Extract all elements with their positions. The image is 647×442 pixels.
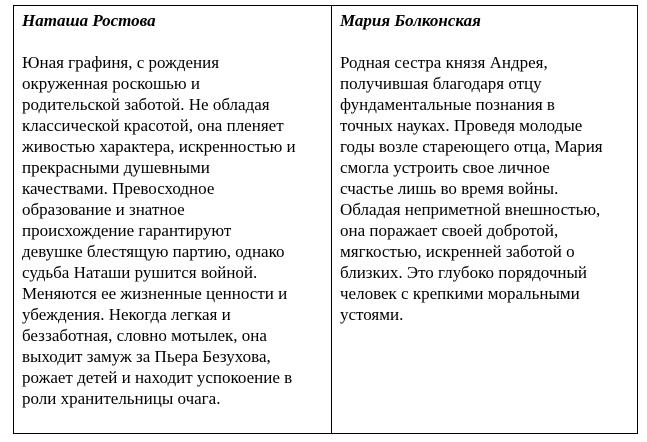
description-natasha <box>22 52 323 409</box>
text-line: рожает детей и находит успокоение в <box>22 368 293 387</box>
text-line: образование и знатное <box>22 200 185 219</box>
text-line: она поражает своей добротой, <box>340 221 559 240</box>
text-line: родительской заботой. Не обладая <box>22 95 270 114</box>
text-line: убеждения. Некогда легкая и <box>22 305 231 324</box>
text-line: девушке блестящую партию, однако <box>22 242 285 261</box>
text-line: беззаботная, словно мотылек, она <box>22 326 267 345</box>
cell-natasha-rostova <box>14 6 332 434</box>
text-line: качествами. Превосходное <box>22 179 215 198</box>
text-line: фундаментальные познания в <box>340 95 555 114</box>
text-line: роли хранительницы очага. <box>22 389 221 408</box>
text-line: живостью характера, искренностью и <box>22 137 296 156</box>
description-maria <box>340 52 629 325</box>
text-line: происхождение гарантируют <box>22 221 232 240</box>
text-line: точных науках. Проведя молодые <box>340 116 583 135</box>
text-line: близких. Это глубоко порядочный <box>340 263 588 282</box>
table-row <box>14 6 638 434</box>
column-heading-natasha: Наташа Ростова <box>22 11 156 30</box>
text-line: окруженная роскошью и <box>22 74 200 93</box>
text-line: получившая благодаря отцу <box>340 74 542 93</box>
text-line: смогла устроить свое личное <box>340 158 550 177</box>
text-line: мягкостью, искренней заботой о <box>340 242 575 261</box>
character-comparison-table <box>13 5 638 434</box>
text-line: Родная сестра князя Андрея, <box>340 53 548 72</box>
text-line: человек с крепкими моральными <box>340 284 580 303</box>
cell-maria-bolkonskaya <box>332 6 638 434</box>
text-line: классической красотой, она пленяет <box>22 116 284 135</box>
column-heading-maria: Мария Болконская <box>340 11 481 30</box>
text-line: судьба Наташи рушится войной. <box>22 263 258 282</box>
text-line: Юная графиня, с рождения <box>22 53 220 72</box>
text-line: прекрасными душевными <box>22 158 210 177</box>
text-line: устоями. <box>340 305 404 324</box>
text-line: счастье лишь во время войны. <box>340 179 559 198</box>
text-line: Обладая неприметной внешностью, <box>340 200 601 219</box>
text-line: Меняются ее жизненные ценности и <box>22 284 288 303</box>
text-line: выходит замуж за Пьера Безухова, <box>22 347 271 366</box>
text-line: годы возле стареющего отца, Мария <box>340 137 603 156</box>
